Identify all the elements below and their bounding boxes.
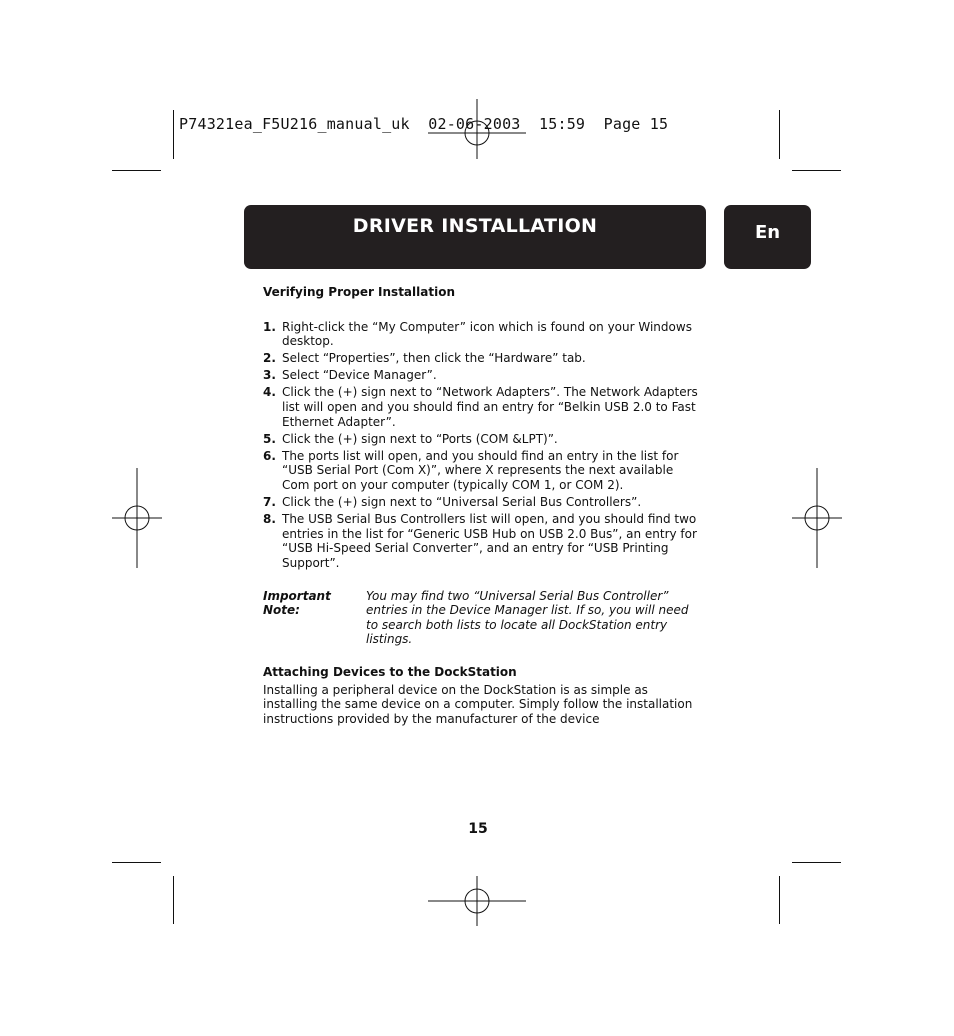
step-text: The ports list will open, and you should find an entry in the list for “USB Serial Port (Com X)”, where X represents the next available Com port on your computer (typically COM 1, or COM 2).: [282, 448, 679, 493]
step-number: 2.: [263, 351, 276, 366]
step-number: 8.: [263, 512, 276, 527]
list-item: [263, 351, 703, 366]
step-text: Click the (+) sign next to “Network Adapters”. The Network Adapters list will open and you should find an entry for “Belkin USB 2.0 to Fast Ethernet Adapter”.: [282, 385, 698, 429]
step-text: Right-click the “My Computer” icon which is found on your Windows desktop.: [282, 319, 692, 349]
crop-mark: [112, 170, 161, 171]
crop-mark: [173, 110, 174, 159]
step-text: Click the (+) sign next to “Universal Serial Bus Controllers”.: [282, 495, 642, 510]
step-number: 3.: [263, 368, 276, 383]
print-slug: P74321ea_F5U216_manual_uk 02-06-2003 15:59 Page 15: [179, 115, 669, 133]
page-title: DRIVER INSTALLATION: [352, 215, 598, 237]
list-item: [263, 495, 703, 510]
step-number: 6.: [263, 448, 276, 463]
crop-mark: [112, 862, 161, 863]
crop-mark: [779, 876, 780, 924]
language-tab: [724, 205, 811, 269]
main-content: [263, 285, 703, 726]
list-item: [263, 512, 703, 570]
language-label: En: [754, 222, 781, 243]
step-text: The USB Serial Bus Controllers list will open, and you should find two entries in the list for “Generic USB Hub on USB 2.0 Bus”, an entry for “USB Hi-Speed Serial Converter”, and an entry for “USB Printing Support”.: [282, 512, 697, 570]
step-number: 5.: [263, 431, 276, 446]
step-number: 4.: [263, 385, 276, 400]
crop-mark: [792, 862, 841, 863]
step-number: 7.: [263, 495, 276, 510]
step-text: Click the (+) sign next to “Ports (COM &LPT)”.: [282, 431, 558, 446]
registration-mark-bottom: [428, 876, 526, 926]
list-item: [263, 320, 703, 349]
list-item: [263, 385, 703, 429]
list-item: [263, 449, 703, 493]
crop-mark: [173, 876, 174, 924]
registration-mark-top: [428, 99, 526, 159]
attaching-section: [263, 665, 703, 726]
registration-mark-left: [112, 468, 162, 568]
step-number: 1.: [263, 319, 276, 334]
list-item: [263, 432, 703, 447]
step-text: Select “Properties”, then click the “Hardware” tab.: [282, 351, 586, 366]
note-label: Important Note:: [263, 588, 331, 618]
important-note: [263, 589, 703, 647]
steps-list: [263, 320, 703, 571]
section-heading: Verifying Proper Installation: [263, 285, 455, 299]
page-number: 15: [468, 821, 488, 837]
body-paragraph: Installing a peripheral device on the DockStation is as simple as installing the same device on a computer. Simply follow the installation instructions provided by the manufacturer of the device: [263, 682, 693, 726]
list-item: [263, 368, 703, 383]
section-header-bar: [244, 205, 706, 269]
crop-mark: [792, 170, 841, 171]
note-text: You may find two “Universal Serial Bus Controller” entries in the Device Manager list. If so, you will need to search both lists to locate all DockStation entry listings.: [366, 588, 689, 647]
crop-mark: [779, 110, 780, 159]
registration-mark-right: [792, 468, 842, 568]
step-text: Select “Device Manager”.: [282, 368, 437, 383]
section-heading: Attaching Devices to the DockStation: [263, 664, 517, 679]
